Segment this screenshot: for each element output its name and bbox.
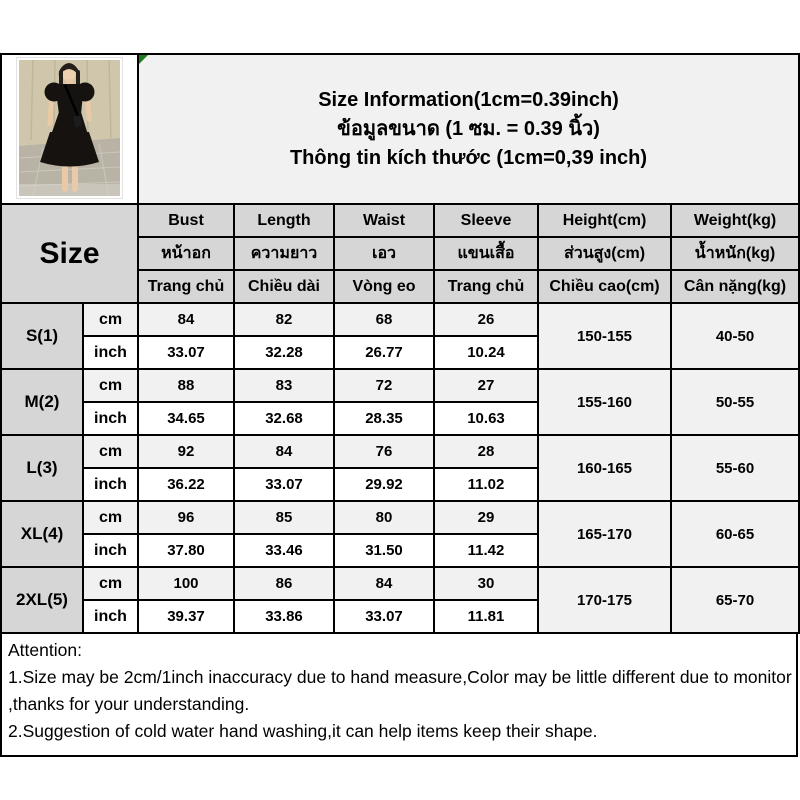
value-xl-weight: 60-65	[671, 501, 799, 567]
size-row-label-l: L(3)	[1, 435, 83, 501]
col-header-weight-th: น้ำหนัก(kg)	[671, 237, 799, 270]
value-2xl-weight: 65-70	[671, 567, 799, 633]
size-table	[0, 53, 800, 634]
product-photo-frame	[16, 57, 123, 199]
unit-label-cm: cm	[83, 435, 138, 468]
value-xl-bust-inch: 37.80	[138, 534, 234, 567]
unit-label-cm: cm	[83, 501, 138, 534]
value-s-weight: 40-50	[671, 303, 799, 369]
attention-line-1: 1.Size may be 2cm/1inch inaccuracy due to hand measure,Color may be little different due to monitor	[8, 667, 792, 687]
value-l-bust-cm: 92	[138, 435, 234, 468]
col-header-bust-th: หน้าอก	[138, 237, 234, 270]
unit-label-inch: inch	[83, 468, 138, 501]
value-l-sleeve-inch: 11.02	[434, 468, 538, 501]
value-s-length-cm: 82	[234, 303, 334, 336]
col-header-sleeve-vi: Trang chủ	[434, 270, 538, 303]
cell-flag-triangle	[139, 55, 148, 64]
col-header-weight-vi: Cân nặng(kg)	[671, 270, 799, 303]
size-chart-sheet	[0, 53, 798, 757]
col-header-height-en: Height(cm)	[538, 204, 671, 237]
value-m-weight: 50-55	[671, 369, 799, 435]
value-s-waist-cm: 68	[334, 303, 434, 336]
value-2xl-height: 170-175	[538, 567, 671, 633]
value-l-length-inch: 33.07	[234, 468, 334, 501]
value-s-sleeve-inch: 10.24	[434, 336, 538, 369]
col-header-length-en: Length	[234, 204, 334, 237]
value-2xl-waist-cm: 84	[334, 567, 434, 600]
col-header-waist-th: เอว	[334, 237, 434, 270]
value-s-height: 150-155	[538, 303, 671, 369]
value-l-sleeve-cm: 28	[434, 435, 538, 468]
value-2xl-bust-inch: 39.37	[138, 600, 234, 633]
value-s-bust-cm: 84	[138, 303, 234, 336]
col-header-bust-en: Bust	[138, 204, 234, 237]
unit-label-cm: cm	[83, 303, 138, 336]
value-xl-length-inch: 33.46	[234, 534, 334, 567]
title-en: Size Information(1cm=0.39inch)	[318, 88, 619, 111]
col-header-height-th: ส่วนสูง(cm)	[538, 237, 671, 270]
unit-label-inch: inch	[83, 402, 138, 435]
value-l-height: 160-165	[538, 435, 671, 501]
value-l-bust-inch: 36.22	[138, 468, 234, 501]
col-header-bust-vi: Trang chủ	[138, 270, 234, 303]
value-xl-bust-cm: 96	[138, 501, 234, 534]
unit-label-inch: inch	[83, 600, 138, 633]
value-2xl-length-cm: 86	[234, 567, 334, 600]
attention-notes	[0, 632, 798, 757]
value-m-bust-inch: 34.65	[138, 402, 234, 435]
product-photo-cell	[1, 54, 138, 204]
size-row-label-s: S(1)	[1, 303, 83, 369]
value-xl-length-cm: 85	[234, 501, 334, 534]
value-2xl-sleeve-cm: 30	[434, 567, 538, 600]
value-l-waist-cm: 76	[334, 435, 434, 468]
value-m-waist-cm: 72	[334, 369, 434, 402]
unit-label-inch: inch	[83, 336, 138, 369]
value-xl-height: 165-170	[538, 501, 671, 567]
product-photo	[19, 60, 120, 196]
col-header-height-vi: Chiều cao(cm)	[538, 270, 671, 303]
value-2xl-waist-inch: 33.07	[334, 600, 434, 633]
size-row-label-2xl: 2XL(5)	[1, 567, 83, 633]
title-vi: Thông tin kích thước (1cm=0,39 inch)	[289, 146, 648, 169]
attention-heading: Attention:	[8, 640, 82, 660]
value-m-sleeve-inch: 10.63	[434, 402, 538, 435]
value-m-waist-inch: 28.35	[334, 402, 434, 435]
size-row-label-m: M(2)	[1, 369, 83, 435]
value-l-waist-inch: 29.92	[334, 468, 434, 501]
value-2xl-sleeve-inch: 11.81	[434, 600, 538, 633]
value-m-bust-cm: 88	[138, 369, 234, 402]
value-l-length-cm: 84	[234, 435, 334, 468]
value-xl-sleeve-cm: 29	[434, 501, 538, 534]
unit-label-cm: cm	[83, 369, 138, 402]
value-m-sleeve-cm: 27	[434, 369, 538, 402]
unit-label-inch: inch	[83, 534, 138, 567]
size-row-label-xl: XL(4)	[1, 501, 83, 567]
value-xl-sleeve-inch: 11.42	[434, 534, 538, 567]
col-header-sleeve-th: แขนเสื้อ	[434, 237, 538, 270]
size-header: Size	[1, 204, 138, 303]
col-header-waist-en: Waist	[334, 204, 434, 237]
floor-sheen	[19, 184, 120, 196]
value-s-bust-inch: 33.07	[138, 336, 234, 369]
value-xl-waist-cm: 80	[334, 501, 434, 534]
col-header-weight-en: Weight(kg)	[671, 204, 799, 237]
attention-line-3: 2.Suggestion of cold water hand washing,it can help items keep their shape.	[8, 721, 598, 741]
leg-right	[72, 162, 78, 192]
value-s-sleeve-cm: 26	[434, 303, 538, 336]
unit-label-cm: cm	[83, 567, 138, 600]
hair-strand-right	[76, 70, 80, 86]
value-2xl-bust-cm: 100	[138, 567, 234, 600]
value-s-waist-inch: 26.77	[334, 336, 434, 369]
col-header-waist-vi: Vòng eo	[334, 270, 434, 303]
value-xl-waist-inch: 31.50	[334, 534, 434, 567]
col-header-length-th: ความยาว	[234, 237, 334, 270]
attention-line-2: ,thanks for your understanding.	[8, 694, 250, 714]
value-s-length-inch: 32.28	[234, 336, 334, 369]
value-m-height: 155-160	[538, 369, 671, 435]
hair-strand-left	[59, 70, 63, 86]
value-2xl-length-inch: 33.86	[234, 600, 334, 633]
col-header-sleeve-en: Sleeve	[434, 204, 538, 237]
title-th: ข้อมูลขนาด (1 ซม. = 0.39 นิ้ว)	[337, 117, 600, 140]
value-m-length-inch: 32.68	[234, 402, 334, 435]
title-cell	[138, 54, 799, 204]
col-header-length-vi: Chiều dài	[234, 270, 334, 303]
value-l-weight: 55-60	[671, 435, 799, 501]
leg-left	[62, 162, 68, 192]
value-m-length-cm: 83	[234, 369, 334, 402]
